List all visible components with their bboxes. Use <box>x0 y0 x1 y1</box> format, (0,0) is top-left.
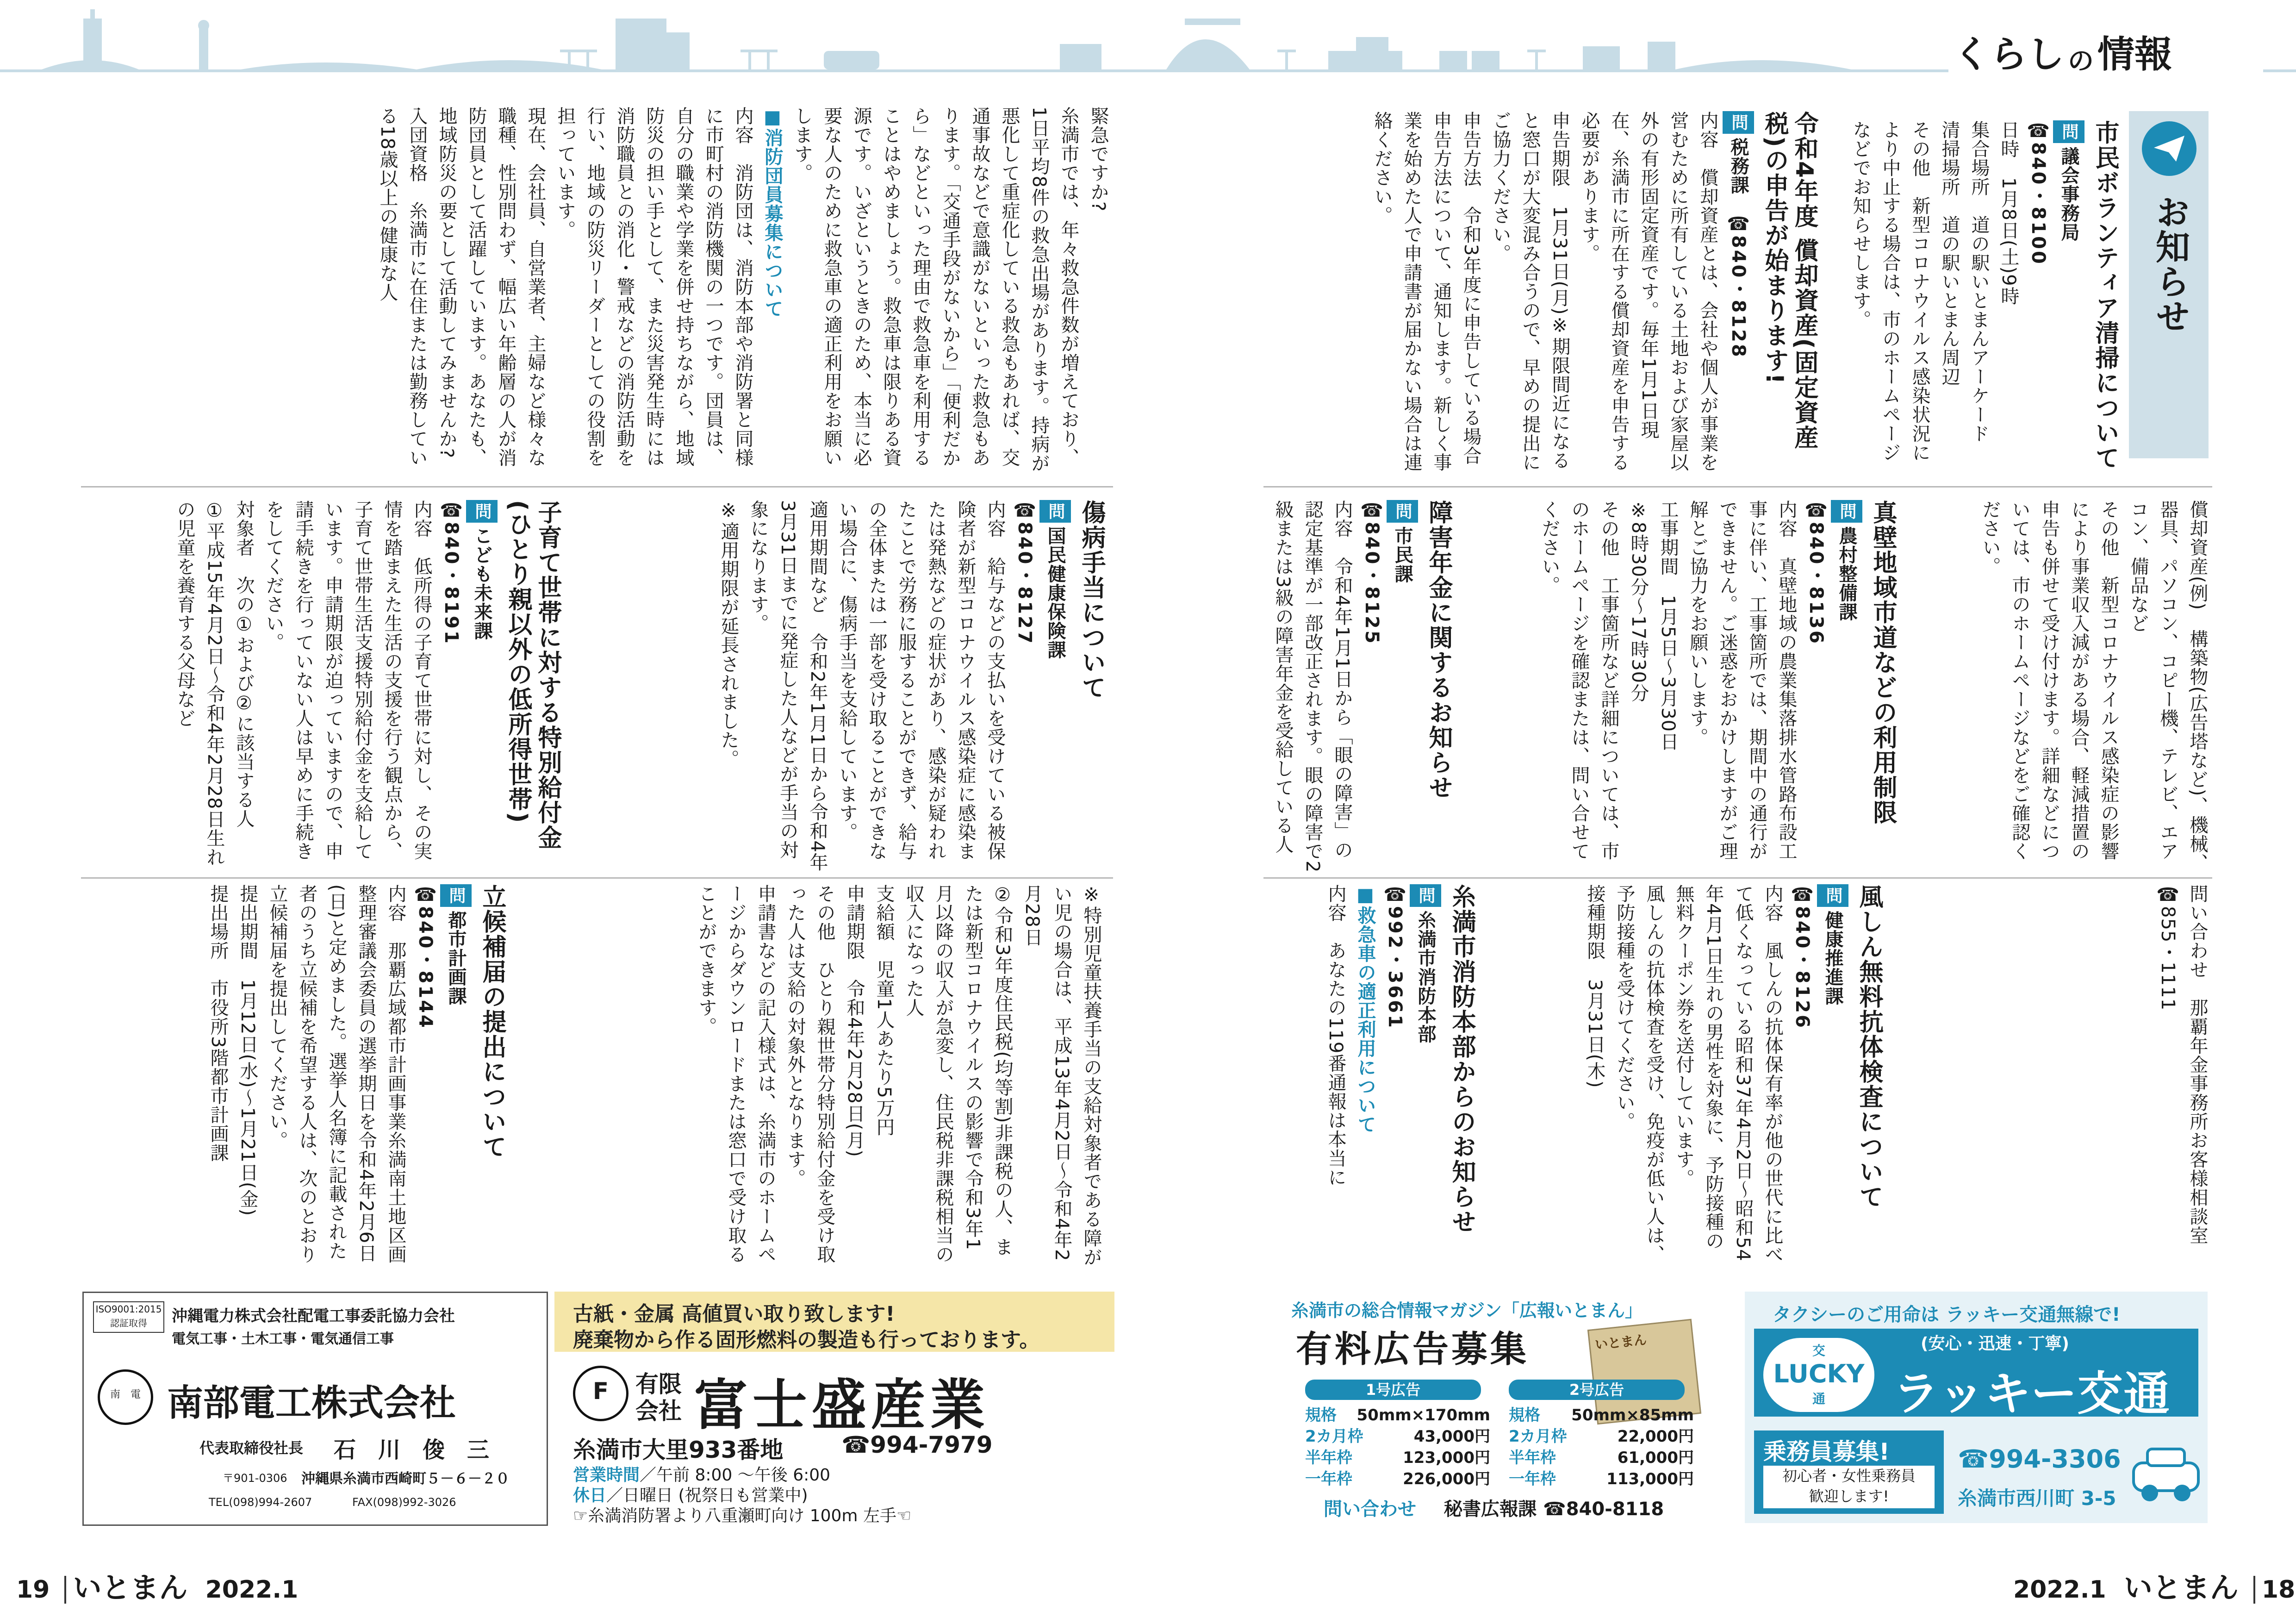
paragraph: 接種期限 3月31日(木) <box>1584 884 1605 1088</box>
department: 市民課 <box>1392 526 1413 583</box>
footer-sep <box>2253 1576 2255 1604</box>
company-logo-text: 南 電 <box>110 1389 141 1400</box>
iso-cert-line2: 認証取得 <box>110 1318 147 1329</box>
ad-rep-name: 石 川 俊 三 <box>334 1437 490 1463</box>
article-title: 糸満市消防本部からのお知らせ <box>1448 884 1475 1234</box>
footer-sep <box>64 1576 66 1604</box>
lucky-logo-main: LUCKY <box>1773 1359 1865 1388</box>
skyline-illustration <box>0 0 2296 81</box>
phone-number: 840・8128 <box>1728 235 1749 359</box>
price-row <box>1509 1426 1694 1447</box>
paragraph: 内容 給与などの支払いを受けている被保険者が新型コロナウイルス感染症に感染または発熱などの症状があり、感染が疑われたことで労務に服することができず、給与の全体または一部を受け取ることができない場合に、傷病手当を支給しています。 <box>836 500 1006 861</box>
iso-cert-box <box>93 1301 164 1333</box>
sub-heading: ■消防団員募集について <box>762 106 783 318</box>
paragraph: 支給額 児童1人あたり5万円 <box>873 884 895 1137</box>
issue-date: 2022.1 <box>2013 1576 2106 1604</box>
paragraph: 償却資産(例) 構築物(広告塔など)、機械、器具、パソコン、コピー機、テレビ、エアコン、備品など <box>2128 500 2208 873</box>
department: 議会事務局 <box>2058 147 2079 242</box>
paragraph: 清掃場所 道の駅いとまん周辺 <box>1939 120 1960 386</box>
notice-heading <box>2142 194 2197 444</box>
department: 糸満市消防本部 <box>1415 911 1436 1043</box>
paragraph: ①平成15年4月2日〜令和4年2月28日生れの児童を養育する父母など <box>174 500 225 867</box>
divider <box>1263 486 2212 487</box>
article-disability <box>1268 500 1453 875</box>
inquiry-badge: 問 <box>1387 500 1418 523</box>
price-row-value: 50mm×85mm <box>1571 1406 1694 1424</box>
lucky-logo <box>1763 1338 1874 1412</box>
company-name: ラッキー交通 <box>1893 1367 2170 1421</box>
ad-fuji-address: 糸満市大里933番地 <box>573 1437 784 1463</box>
lucky-banner: タクシーのご用命は ラッキー交通無線で! <box>1773 1304 2121 1325</box>
fuji-logo-letter: F <box>592 1378 609 1405</box>
section-title-kurashi: くらし <box>1953 33 2064 76</box>
notice-heading-text: お知らせ <box>2150 194 2190 333</box>
paragraph: 申請期限 令和4年2月28日(月) <box>844 884 865 1158</box>
ad-postal: 〒901-0306 <box>223 1472 287 1485</box>
paragraph: 申請書などの記入様式は、糸満市のホームページからダウンロードまたは窓口で受け取ることができます。 <box>696 884 776 1264</box>
price-row <box>1305 1447 1490 1468</box>
price-row-label: 2カ月枠 <box>1509 1427 1567 1446</box>
paragraph: 内容 真壁地域の農業集落排水管路布設工事に伴い、工事箇所では、期間中の通行ができません。ご迷惑をおかけしますがご理解とご協力をお願いします。 <box>1687 500 1797 861</box>
department: 都市計画課 <box>445 911 467 1006</box>
holiday-value: ／日曜日 (祝祭日も営業中) <box>606 1486 808 1505</box>
price-row <box>1305 1426 1490 1447</box>
article-title: 障害年金に関するお知らせ <box>1425 500 1452 800</box>
inquiry-badge: 問 <box>2053 120 2084 143</box>
paragraph: ※適用期限が延長されました。 <box>718 500 739 768</box>
article-title: 子育て世帯に対する特別給付金(ひとり親以外の低所得世帯) <box>504 500 561 850</box>
paragraph: 集合場所 道の駅いとまんアーケード <box>1968 120 1990 443</box>
paragraph: その他 ひとり親世帯分特別給付金を受け取った人は支給の対象外となります。 <box>784 884 835 1264</box>
lucky-recruit-sub1: 初心者・女性乗務員 <box>1782 1467 1916 1485</box>
ad-address: 沖縄県糸満市西崎町５－６－２０ <box>301 1471 510 1487</box>
ad-fuji-direction: ☞糸満消防署より八重瀬町向け 100m 左手☜ <box>573 1506 912 1523</box>
ad-rep-title: 代表取締役社長 <box>199 1439 304 1457</box>
price-row-label: 規格 <box>1509 1406 1540 1424</box>
price-row <box>1305 1468 1490 1490</box>
department: こども未来課 <box>471 526 492 640</box>
phone-icon: ☎ <box>1792 884 1813 906</box>
ad-fuji-corp2: 会社 <box>635 1398 682 1424</box>
paragraph: 内容 令和4年1月1日から「眼の障害」の認定基準が一部改正されます。眼の障害で2級または3級の障害年金を受給している人 <box>1272 500 1353 873</box>
ad-fuji-line2: 廃棄物から作る固形燃料の製造も行っております。 <box>573 1328 1040 1352</box>
article-disability-cont <box>1888 884 2212 1268</box>
article-title: 立候補届の提出について <box>478 884 506 1159</box>
koho-headline: 有料広告募集 <box>1296 1329 1530 1370</box>
ad-work: 電気工事・土木工事・電気通信工事 <box>172 1331 394 1347</box>
ad2-price-table <box>1509 1405 1694 1490</box>
article-title: 令和4年度 償却資産(固定資産税)の申告が始まります! <box>1761 111 1818 450</box>
lucky-logo-bottom: 通 <box>1812 1391 1825 1406</box>
ad-koho-itoman <box>1268 1292 1726 1523</box>
article-child <box>81 500 562 875</box>
price-row-value: 61,000円 <box>1617 1449 1694 1467</box>
phone-icon: ☎ <box>441 500 462 522</box>
paragraph: 入団資格 糸満市に在住または勤務している18歳以上の健康な人 <box>377 106 428 467</box>
inquiry-badge: 問 <box>1831 500 1862 523</box>
ad-nanbu-denko <box>82 1292 548 1526</box>
price-row-value: 226,000円 <box>1403 1470 1490 1488</box>
paragraph: 風しんの抗体検査を受け、免疫が低い人は、予防接種を受けてください。 <box>1614 884 1665 1264</box>
department: 税務課 <box>1728 137 1749 194</box>
phone-icon: ☎ <box>1728 213 1749 235</box>
paragraph: 対象者 次の①および②に該当する人 <box>233 500 255 828</box>
phone-number: 840・8136 <box>1805 522 1827 645</box>
paragraph: 内容 風しんの抗体保有率が他の世代に比べて低くなっている昭和37年4月2日〜昭和54年4月1日生れの男性を対象に、予防接種の無料クーポン券を送付しています。 <box>1673 884 1783 1264</box>
lucky-address: 糸満市西川町 3-5 <box>1958 1487 2116 1510</box>
magazine-label: いとまん <box>1594 1332 1648 1353</box>
lucky-recruit-sub2: 歓迎します! <box>1809 1487 1889 1505</box>
divider <box>81 877 1113 879</box>
ad-fuji-tel: ☎994-7979 <box>841 1431 993 1458</box>
phone-number: 840・8100 <box>2028 142 2049 266</box>
price-row-value: 50mm×170mm <box>1356 1406 1490 1424</box>
inquiry-badge: 問 <box>1817 884 1848 907</box>
lucky-logo-top: 交 <box>1812 1343 1825 1358</box>
article-injury <box>569 500 1106 875</box>
phone-icon: ☎ <box>1014 500 1035 522</box>
price-row <box>1509 1405 1694 1426</box>
inquiry-badge: 問 <box>1410 884 1441 907</box>
paragraph: 提出期間 1月12日(水)〜1月21日(金) <box>237 884 258 1217</box>
ad-fuji-corp1: 有限 <box>635 1371 682 1398</box>
paragraph: 提出場所 市役所3階都市計画課 <box>207 884 229 1162</box>
phone-icon: ☎ <box>415 884 436 906</box>
phone-icon: ☎ <box>2028 120 2049 142</box>
price-row-label: 一年枠 <box>1305 1470 1352 1488</box>
paper-plane-icon <box>2153 135 2185 162</box>
phone-number: 840・8126 <box>1792 906 1813 1030</box>
section-title-joho: 情報 <box>2097 33 2172 76</box>
phone-number: 840・8144 <box>415 906 436 1030</box>
fuji-logo <box>573 1366 628 1421</box>
price-row <box>1305 1405 1490 1426</box>
department: 農村整備課 <box>1836 526 1857 621</box>
article-fire <box>1268 884 1476 1268</box>
article-volunteer <box>1823 120 2120 472</box>
article-tax <box>1268 111 1819 477</box>
paragraph: 糸満市では、年々救急件数が増えており、1日平均8件の救急出場があります。持病が悪化して重症化している救急もあれば、交通事故などで意識がないといった救急もあります。「交通手段がないから」「便利だから」などといった理由で救急車を利用することはやめましょう。救急車は限りある資源です。いざというときのため、本当に必要な人のために救急車の適正利用をお願いします。 <box>791 106 1079 473</box>
phone-icon: ☎ <box>1361 500 1382 522</box>
section-title <box>1953 33 2172 78</box>
paragraph: 申告期限 1月31日(月)※期限間近になると窓口が大変混み合うので、早めの提出にご協力ください。 <box>1490 111 1570 472</box>
section-title-no: の <box>2068 46 2094 76</box>
phone-number: 840・8191 <box>441 522 462 645</box>
paragraph: ②令和3年度住民税(均等割)非課税の人、または新型コロナウイルスの影響で令和3年1月以降の収入が急変し、住民税非課税相当の収入になった人 <box>903 884 1013 1264</box>
divider <box>1263 877 2212 879</box>
price-row <box>1509 1447 1694 1468</box>
company-name: 南部電工株式会社 <box>167 1382 456 1424</box>
article-title: 市民ボランティア清掃について <box>2091 120 2119 470</box>
article-road <box>1458 500 1898 875</box>
ad2-label: 2号広告 <box>1509 1380 1685 1400</box>
koho-contact-label: 問い合わせ <box>1324 1499 1416 1520</box>
price-row-label: 規格 <box>1305 1406 1337 1424</box>
phone-number: 840・8125 <box>1361 522 1382 645</box>
price-row-value: 113,000円 <box>1606 1470 1694 1488</box>
inquiry-badge: 問 <box>440 884 472 907</box>
price-row <box>1509 1468 1694 1490</box>
paragraph: ※8時30分〜17時30分 <box>1628 500 1649 703</box>
article-title: 真壁地域市道などの利用制限 <box>1869 500 1897 825</box>
article-title: 風しん無料抗体検査について <box>1855 884 1883 1209</box>
paragraph: 内容 償却資産とは、会社や個人が事業を営むために所有している土地および家屋以外の有形固定資産です。毎年1月1日現在、糸満市に所在する償却資産を申告する必要があります。 <box>1579 111 1718 472</box>
article-emergency <box>81 106 1113 477</box>
koho-contact: 秘書広報課 ☎840-8118 <box>1444 1499 1664 1520</box>
phone-icon: ☎ <box>1805 500 1827 522</box>
lucky-tagline: (安心・迅速・丁寧) <box>1921 1334 2069 1353</box>
paragraph: 申告方法 令和3年度に申告している場合申告方法について、通知します。新しく事業を始めた人で申請書が届かない場合は連絡ください。 <box>1371 111 1481 472</box>
ad-fax: FAX(098)992-3026 <box>352 1496 456 1509</box>
divider <box>81 486 1113 487</box>
taxi-icon <box>2124 1430 2203 1509</box>
paragraph: その他 新型コロナウイルス感染症の影響により事業収入減がある場合、軽減措置の申告も併せて受け付けます。詳細などについては、市のホームページなどをご確認ください。 <box>1979 500 2119 861</box>
price-row-label: 一年枠 <box>1509 1470 1556 1488</box>
paragraph: 内容 あなたの119番通報は本当に <box>1325 884 1346 1187</box>
hours-label: 営業時間 <box>573 1466 640 1485</box>
paragraph: 内容 那覇広域都市計画事業糸満南土地区画整理審議会委員の選挙期日を令和4年2月6日(日)と定めました。選挙人名簿に記載された者のうち立候補を希望する人は、次のとおり立候補届を提出してください。 <box>267 884 406 1264</box>
price-row-value: 22,000円 <box>1617 1427 1694 1446</box>
issue-date: 2022.1 <box>205 1576 299 1604</box>
paragraph: その他 工事箇所など詳細については、市のホームページを確認または、問い合せてください。 <box>1539 500 1619 861</box>
ad1-label: 1号広告 <box>1305 1380 1481 1400</box>
department: 国民健康保険課 <box>1045 526 1066 659</box>
paragraph: 内容 消防団は、消防本部や消防署と同様に市町村の消防機関の一つです。団員は、自分の職業や学業を併せ持ちながら、地域防災の担い手として、また災害発生時には消防職員との消化・警戒などの消防活動を行い、地域の防災リーダーとしての役割を担っています。 <box>554 106 753 467</box>
article-candidate <box>81 884 507 1268</box>
ad-assoc: 沖縄電力株式会社配電工事委託協力会社 <box>172 1307 455 1325</box>
article-child-cont <box>514 884 1106 1268</box>
footer-right <box>2013 1565 2295 1606</box>
paragraph: その他 新型コロナウイルス感染状況により中止する場合は、市のホームページなどでお知らせします。 <box>1850 120 1930 462</box>
paragraph: 緊急ですか? <box>1088 106 1109 212</box>
paragraph: 内容 低所得の子育て世帯に対し、その実情を踏まえた生活の支援を行う観点から、子育て世帯生活支援特別給付金を支給しています。申請期限が迫っていますので、申請手続きを行っていない人は早めに手続きをしてください。 <box>263 500 432 861</box>
sub-heading: ■救急車の適正利用について <box>1355 884 1376 1134</box>
iso-cert-line1: ISO9001:2015 <box>95 1304 162 1315</box>
hours-value: ／午前 8:00 〜午後 6:00 <box>640 1466 831 1485</box>
holiday-label: 休日 <box>573 1486 607 1505</box>
price-row-label: 半年枠 <box>1305 1449 1352 1467</box>
paragraph: 現在、会社員、自営業者、主婦など様々な職種、性別問わず、幅広い年齢層の人が消防団員として活躍しています。あなたも、地域防災の要として活動してみませんか? <box>436 106 546 467</box>
ad-fuji-sangyo <box>554 1292 1114 1523</box>
price-row-label: 半年枠 <box>1509 1449 1556 1467</box>
paragraph: 日時 1月8日(土)9時 <box>1998 120 2019 306</box>
inquiry-badge: 問 <box>466 500 498 523</box>
department: 健康推進課 <box>1822 911 1843 1006</box>
article-antibody <box>1481 884 1884 1268</box>
article-tax-cont <box>1902 500 2212 875</box>
price-row-label: 2カ月枠 <box>1305 1427 1363 1446</box>
phone-number: 840・8127 <box>1014 522 1035 645</box>
lucky-recruit-sub <box>1763 1466 1935 1508</box>
ad-fuji-line1: 古紙・金属 高値買い取り致します! <box>573 1302 895 1326</box>
paragraph: 問い合わせ 那覇年金事務所お客様相談室 ☎855・1111 <box>2157 884 2208 1245</box>
inquiry-badge: 問 <box>1723 111 1754 134</box>
ad-tel: TEL(098)994-2607 <box>209 1496 312 1509</box>
price-row-value: 43,000円 <box>1413 1427 1490 1446</box>
paragraph: 工事期間 1月5日〜3月30日 <box>1657 500 1679 751</box>
phone-number: 992・3661 <box>1384 906 1406 1030</box>
company-logo <box>98 1369 153 1425</box>
notice-icon-circle <box>2142 121 2196 176</box>
page-number: 19 <box>16 1576 50 1604</box>
article-title: 傷病手当について <box>1077 500 1105 700</box>
price-row-value: 123,000円 <box>1403 1449 1490 1467</box>
footer-left <box>16 1565 298 1606</box>
inquiry-badge: 問 <box>1039 500 1071 523</box>
lucky-tel: ☎994-3306 <box>1958 1444 2121 1474</box>
magazine-name: いとまん <box>2123 1571 2239 1605</box>
magazine-name: いとまん <box>73 1571 188 1605</box>
company-name: 富士盛産業 <box>693 1373 990 1437</box>
paragraph: ※特別児童扶養手当の支給対象者である障がい児の場合は、平成13年4月2日〜令和4年2月28日 <box>1021 884 1102 1267</box>
paragraph: 適用期間など 令和2年1月1日から令和4年3月31日までに発症した人などが手当の対象になります。 <box>747 500 828 872</box>
ad1-price-table <box>1305 1405 1490 1490</box>
lucky-recruit: 乗務員募集! <box>1763 1438 1890 1465</box>
page-number: 18 <box>2261 1576 2296 1604</box>
phone-icon: ☎ <box>1384 884 1406 906</box>
koho-banner: 糸満市の総合情報マガジン「広報いとまん」 <box>1291 1300 1643 1321</box>
ad-lucky-kotsu <box>1745 1292 2208 1523</box>
